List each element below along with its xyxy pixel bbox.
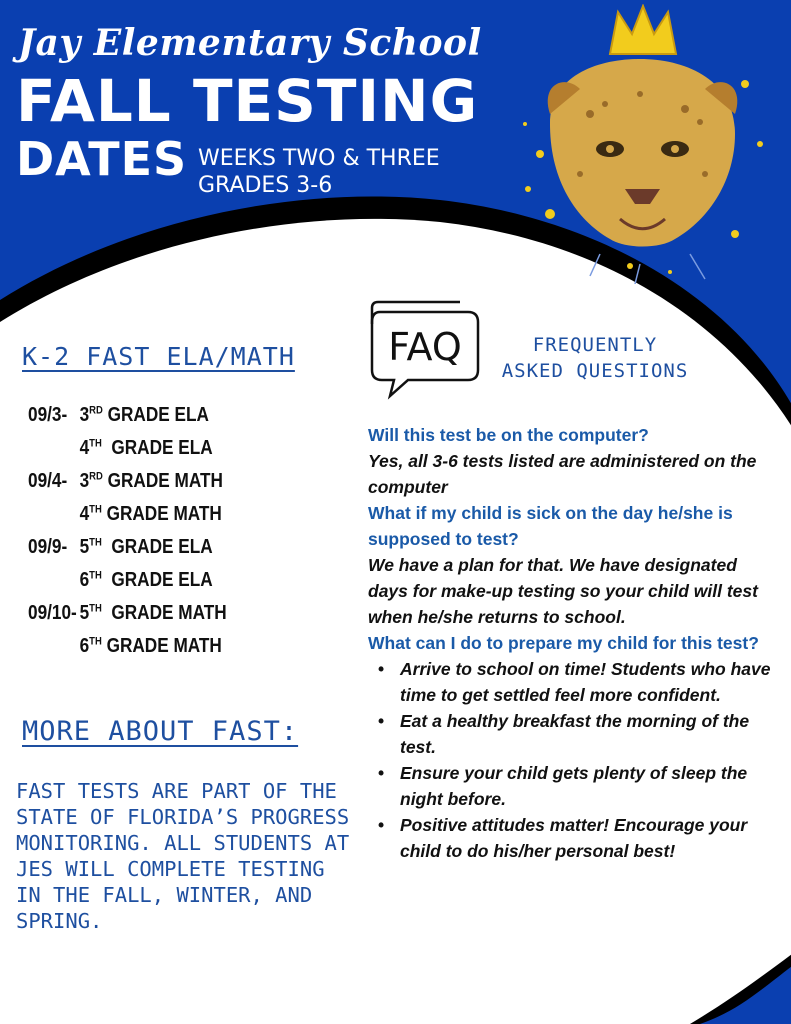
more-about-text: FAST TESTS ARE PART OF THE STATE OF FLORIDA’S PROGRESS MONITORING. ALL STUDENTS AT JES WILL COMPLETE TESTING IN THE FALL, WINTER, AND SPRING.	[16, 779, 350, 933]
prep-tip: • Ensure your child gets plenty of sleep the night before.	[368, 760, 773, 812]
schedule-row	[28, 536, 303, 569]
grade-number: 5	[79, 536, 90, 558]
grade-number: 5	[79, 602, 90, 624]
grade-suffix: RD	[89, 470, 103, 483]
schedule-row	[28, 569, 303, 602]
prep-tip: • Eat a healthy breakfast the morning of the test.	[368, 708, 773, 760]
schedule-row	[28, 470, 303, 503]
subtitle-weeks: WEEKS TWO & THREE	[198, 146, 440, 171]
schedule-date: 09/9-	[28, 536, 68, 558]
faq-title-line-2: ASKED QUESTIONS	[501, 360, 689, 382]
schedule-heading: K-2 FAST ELA/MATH	[22, 342, 295, 371]
schedule-date: 09/4-	[28, 470, 68, 492]
faq-answer-2: We have a plan for that. We have designated days for make-up testing so your child will test when he/she returns to school.	[368, 555, 758, 627]
faq-question-2: What if my child is sick on the day he/she is supposed to test?	[368, 503, 733, 549]
grade-suffix: TH	[89, 602, 102, 615]
school-name: Jay Elementary School	[18, 22, 482, 64]
grade-suffix: TH	[89, 635, 102, 648]
grade-suffix: TH	[89, 437, 102, 450]
schedule-row	[28, 602, 303, 635]
prep-tip: • Positive attitudes matter! Encourage your child to do his/her personal best!	[368, 812, 773, 864]
schedule-subject: GRADE MATH	[101, 503, 222, 525]
schedule-row	[28, 404, 303, 437]
grade-number: 6	[79, 569, 90, 591]
schedule-row	[28, 503, 303, 536]
schedule-subject: GRADE ELA	[101, 569, 213, 591]
prep-tip: • Arrive to school on time! Students who have time to get settled feel more confident.	[368, 656, 773, 708]
title-line-2: DATES	[16, 132, 188, 186]
schedule-subject: GRADE ELA	[101, 536, 213, 558]
schedule-date: 09/3-	[28, 404, 68, 426]
faq-content	[368, 422, 773, 864]
more-about-heading: MORE ABOUT FAST:	[22, 716, 299, 747]
grade-suffix: TH	[89, 536, 102, 549]
grade-number: 3	[79, 470, 90, 492]
grade-number: 4	[79, 437, 90, 459]
grade-suffix: TH	[89, 503, 102, 516]
grade-number: 4	[79, 503, 90, 525]
subtitle-grades: GRADES 3-6	[198, 173, 333, 198]
prep-tips-list	[368, 656, 773, 864]
faq-question-3: What can I do to prepare my child for this test?	[368, 633, 759, 653]
schedule-row	[28, 437, 303, 470]
grade-number: 3	[79, 404, 90, 426]
faq-icon-label: FAQ	[388, 325, 462, 369]
schedule-subject: GRADE MATH	[102, 470, 223, 492]
faq-question-1: Will this test be on the computer?	[368, 425, 649, 445]
faq-title-line-1: FREQUENTLY	[532, 334, 658, 356]
faq-answer-1: Yes, all 3-6 tests listed are administered on the computer	[368, 451, 757, 497]
grade-suffix: RD	[89, 404, 103, 417]
faq-title	[500, 332, 690, 384]
schedule-subject: GRADE MATH	[101, 602, 227, 624]
testing-schedule	[28, 404, 348, 668]
grade-suffix: TH	[89, 569, 102, 582]
schedule-subject: GRADE ELA	[101, 437, 213, 459]
schedule-date: 09/10-	[28, 602, 77, 624]
title-line-1: FALL TESTING	[16, 67, 479, 135]
schedule-subject: GRADE MATH	[101, 635, 222, 657]
faq-icon	[368, 300, 486, 400]
grade-number: 6	[79, 635, 90, 657]
schedule-row	[28, 635, 303, 668]
schedule-subject: GRADE ELA	[102, 404, 209, 426]
lion-icon	[510, 4, 770, 284]
